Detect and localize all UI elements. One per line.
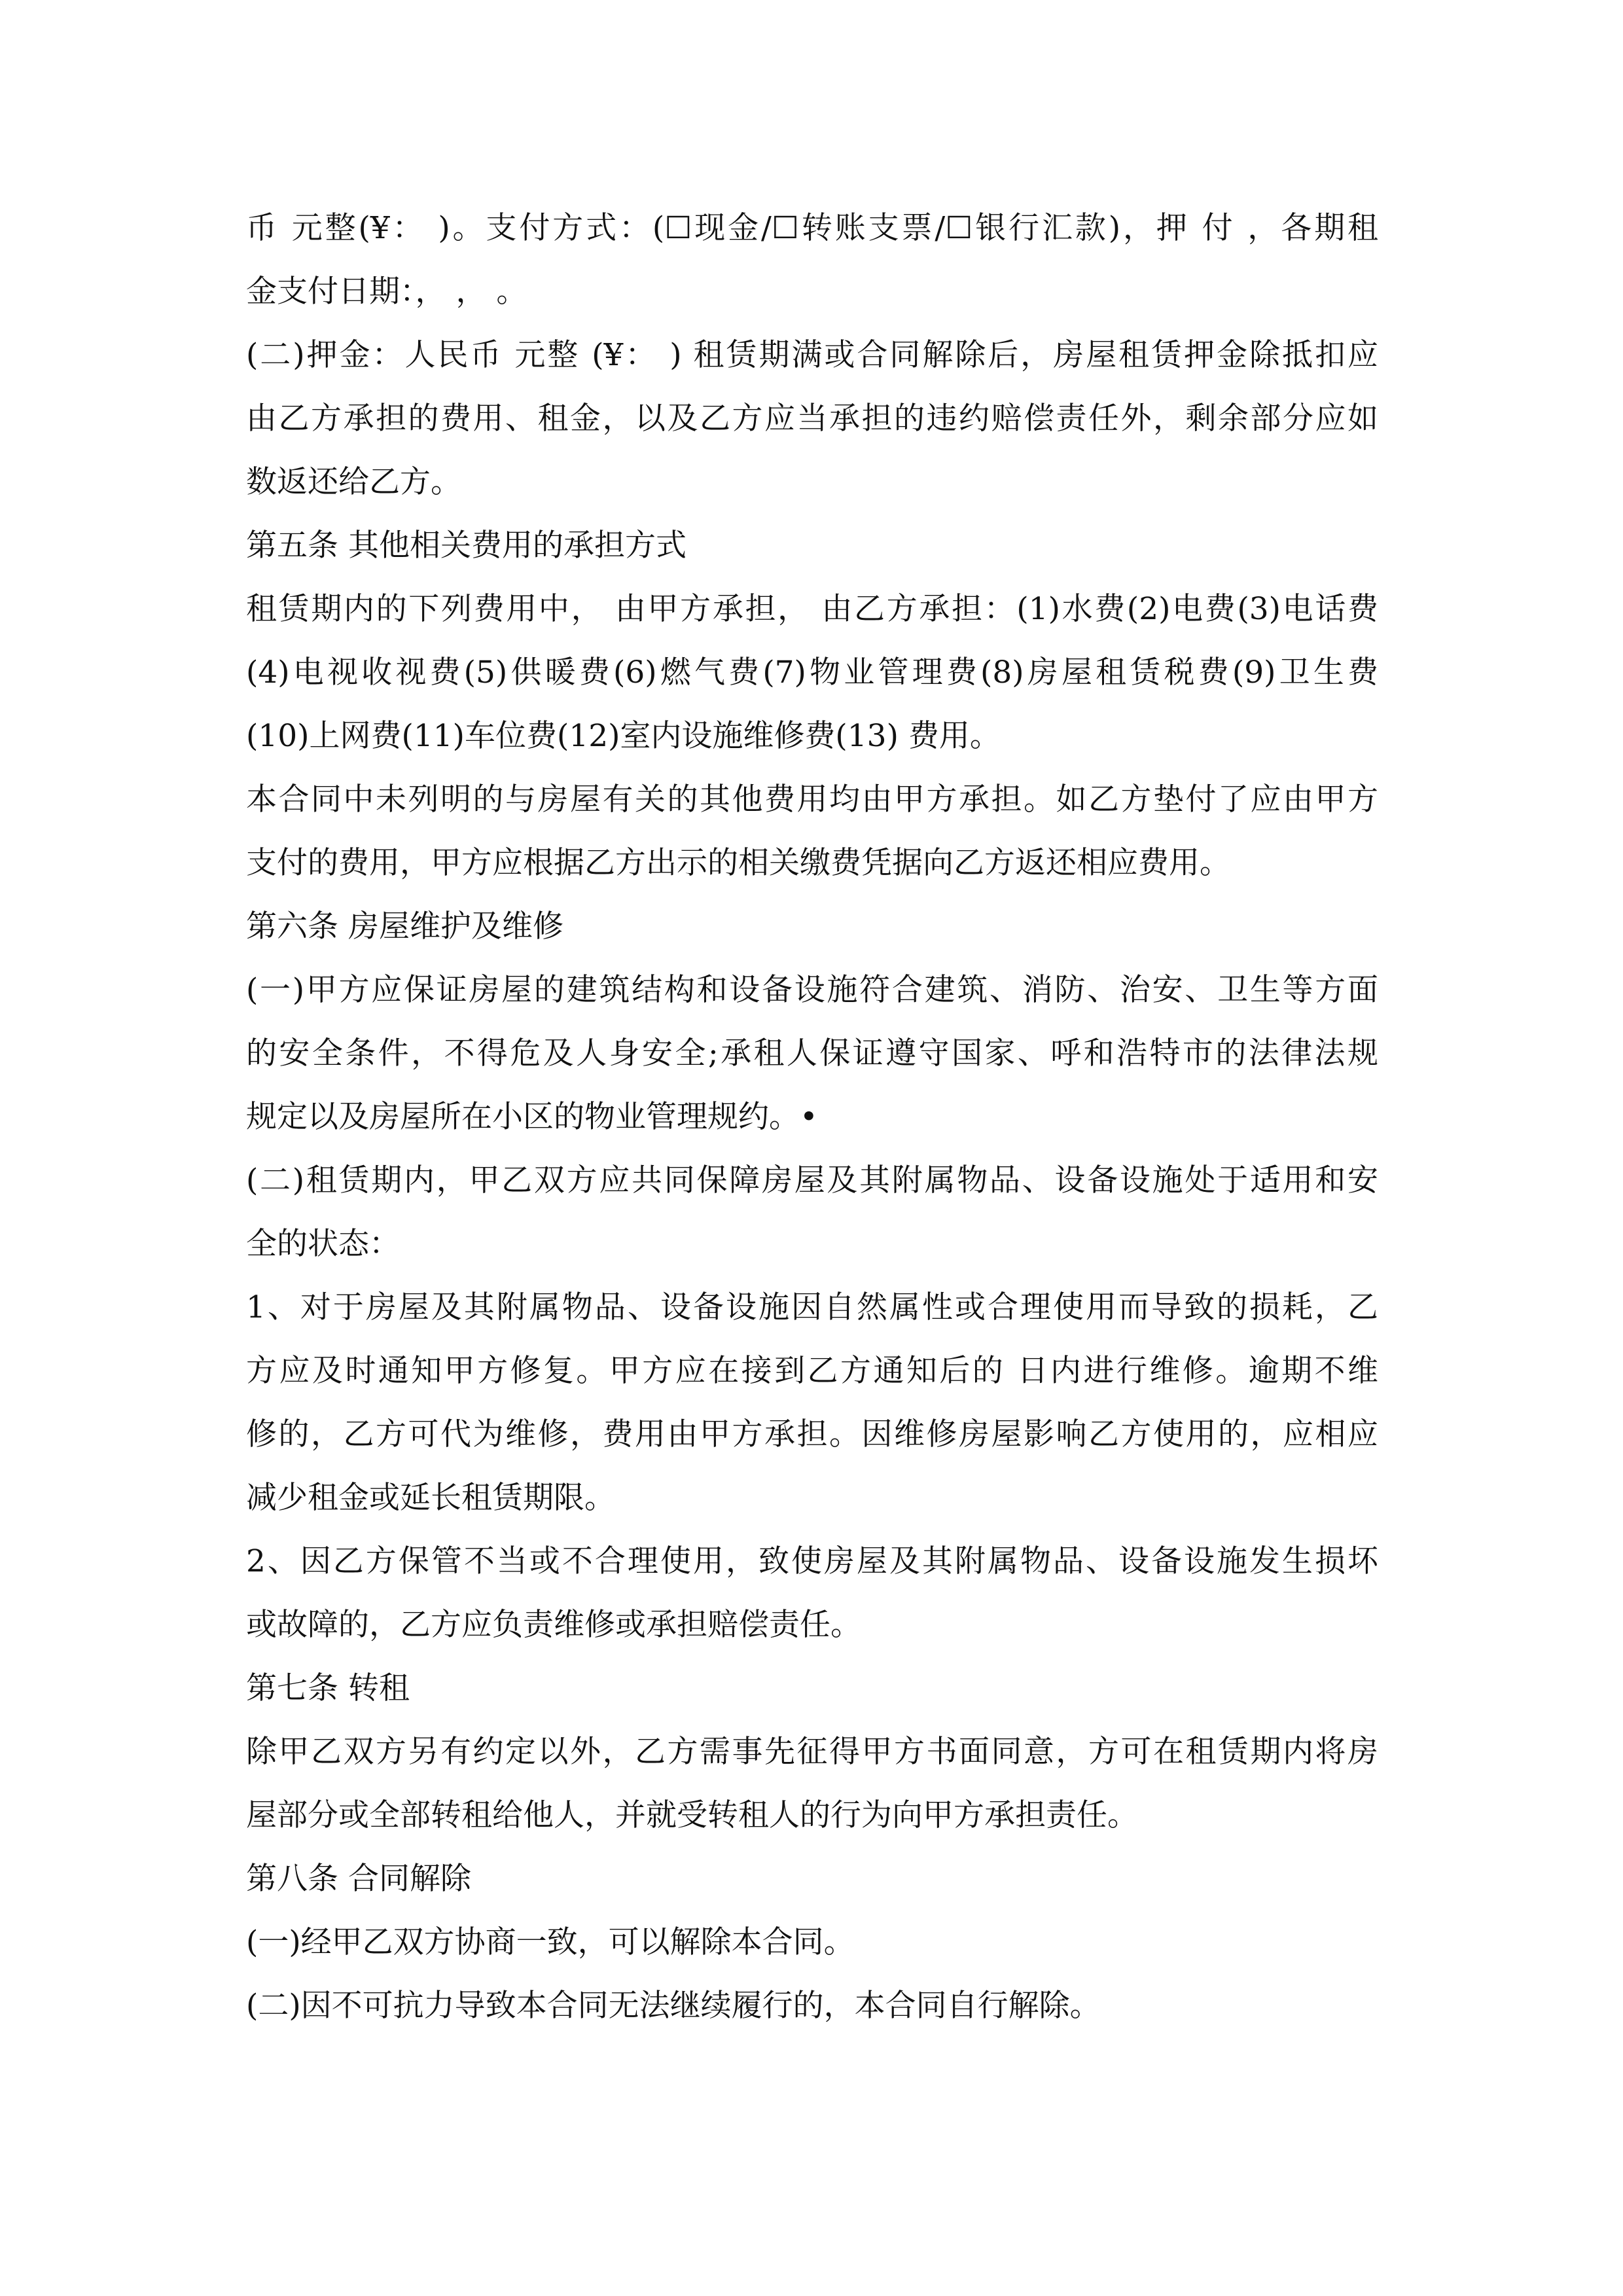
text-line: (4)电视收视费(5)供暖费(6)燃气费(7)物业管理费(8)房屋租赁税费(9)卫生费 — [246, 655, 1378, 691]
text-line: 租赁期内的下列费用中， 由甲方承担， 由乙方承担：(1)水费(2)电费(3)电话费 — [246, 591, 1378, 627]
text-line: 修的，乙方可代为维修，费用由甲方承担。因维修房屋影响乙方使用的，应相应 — [246, 1416, 1378, 1452]
section-heading: 第八条 合同解除 — [246, 1861, 471, 1897]
text-line: 屋部分或全部转租给他人，并就受转租人的行为向甲方承担责任。 — [246, 1797, 1138, 1833]
text-line: (一)经甲乙双方协商一致，可以解除本合同。 — [246, 1924, 855, 1960]
text-line: (二)押金：人民币 元整 (¥： ) 租赁期满或合同解除后，房屋租赁押金除抵扣应 — [246, 337, 1378, 373]
text-line: 数返还给乙方。 — [246, 464, 461, 500]
text-line: 减少租金或延长租赁期限。 — [246, 1480, 615, 1516]
text-line: 支付的费用，甲方应根据乙方出示的相关缴费凭据向乙方返还相应费用。 — [246, 845, 1230, 881]
text-line: 方应及时通知甲方修复。甲方应在接到乙方通知后的 日内进行维修。逾期不维 — [246, 1353, 1378, 1389]
text-line: 全的状态： — [246, 1226, 400, 1262]
document-body — [246, 196, 1378, 2037]
text-line: 由乙方承担的费用、租金，以及乙方应当承担的违约赔偿责任外，剩余部分应如 — [246, 401, 1378, 437]
section-heading: 第六条 房屋维护及维修 — [246, 908, 563, 944]
section-heading: 第七条 转租 — [246, 1670, 410, 1706]
text-line: 本合同中未列明的与房屋有关的其他费用均由甲方承担。如乙方垫付了应由甲方 — [246, 781, 1378, 817]
text-line: 1、对于房屋及其附属物品、设备设施因自然属性或合理使用而导致的损耗，乙 — [246, 1289, 1378, 1325]
text-line: 金支付日期：， ， 。 — [246, 274, 527, 310]
text-line: (二)因不可抗力导致本合同无法继续履行的，本合同自行解除。 — [246, 1988, 1101, 2024]
text-line: 或故障的，乙方应负责维修或承担赔偿责任。 — [246, 1607, 861, 1643]
text-line: 规定以及房屋所在小区的物业管理规约。• — [246, 1099, 818, 1135]
text-line: (二)租赁期内，甲乙双方应共同保障房屋及其附属物品、设备设施处于适用和安 — [246, 1162, 1378, 1198]
text-line: (一)甲方应保证房屋的建筑结构和设备设施符合建筑、消防、治安、卫生等方面 — [246, 972, 1378, 1008]
text-line: 2、因乙方保管不当或不合理使用，致使房屋及其附属物品、设备设施发生损坏 — [246, 1543, 1378, 1579]
text-line: 币 元整(¥： )。支付方式：(☐现金/☐转账支票/☐银行汇款)，押 付 ，各期租 — [246, 210, 1378, 246]
text-line: 的安全条件，不得危及人身安全;承租人保证遵守国家、呼和浩特市的法律法规 — [246, 1035, 1378, 1071]
section-heading: 第五条 其他相关费用的承担方式 — [246, 528, 687, 564]
text-line: (10)上网费(11)车位费(12)室内设施维修费(13) 费用。 — [246, 718, 1001, 754]
text-line: 除甲乙双方另有约定以外，乙方需事先征得甲方书面同意，方可在租赁期内将房 — [246, 1734, 1378, 1770]
